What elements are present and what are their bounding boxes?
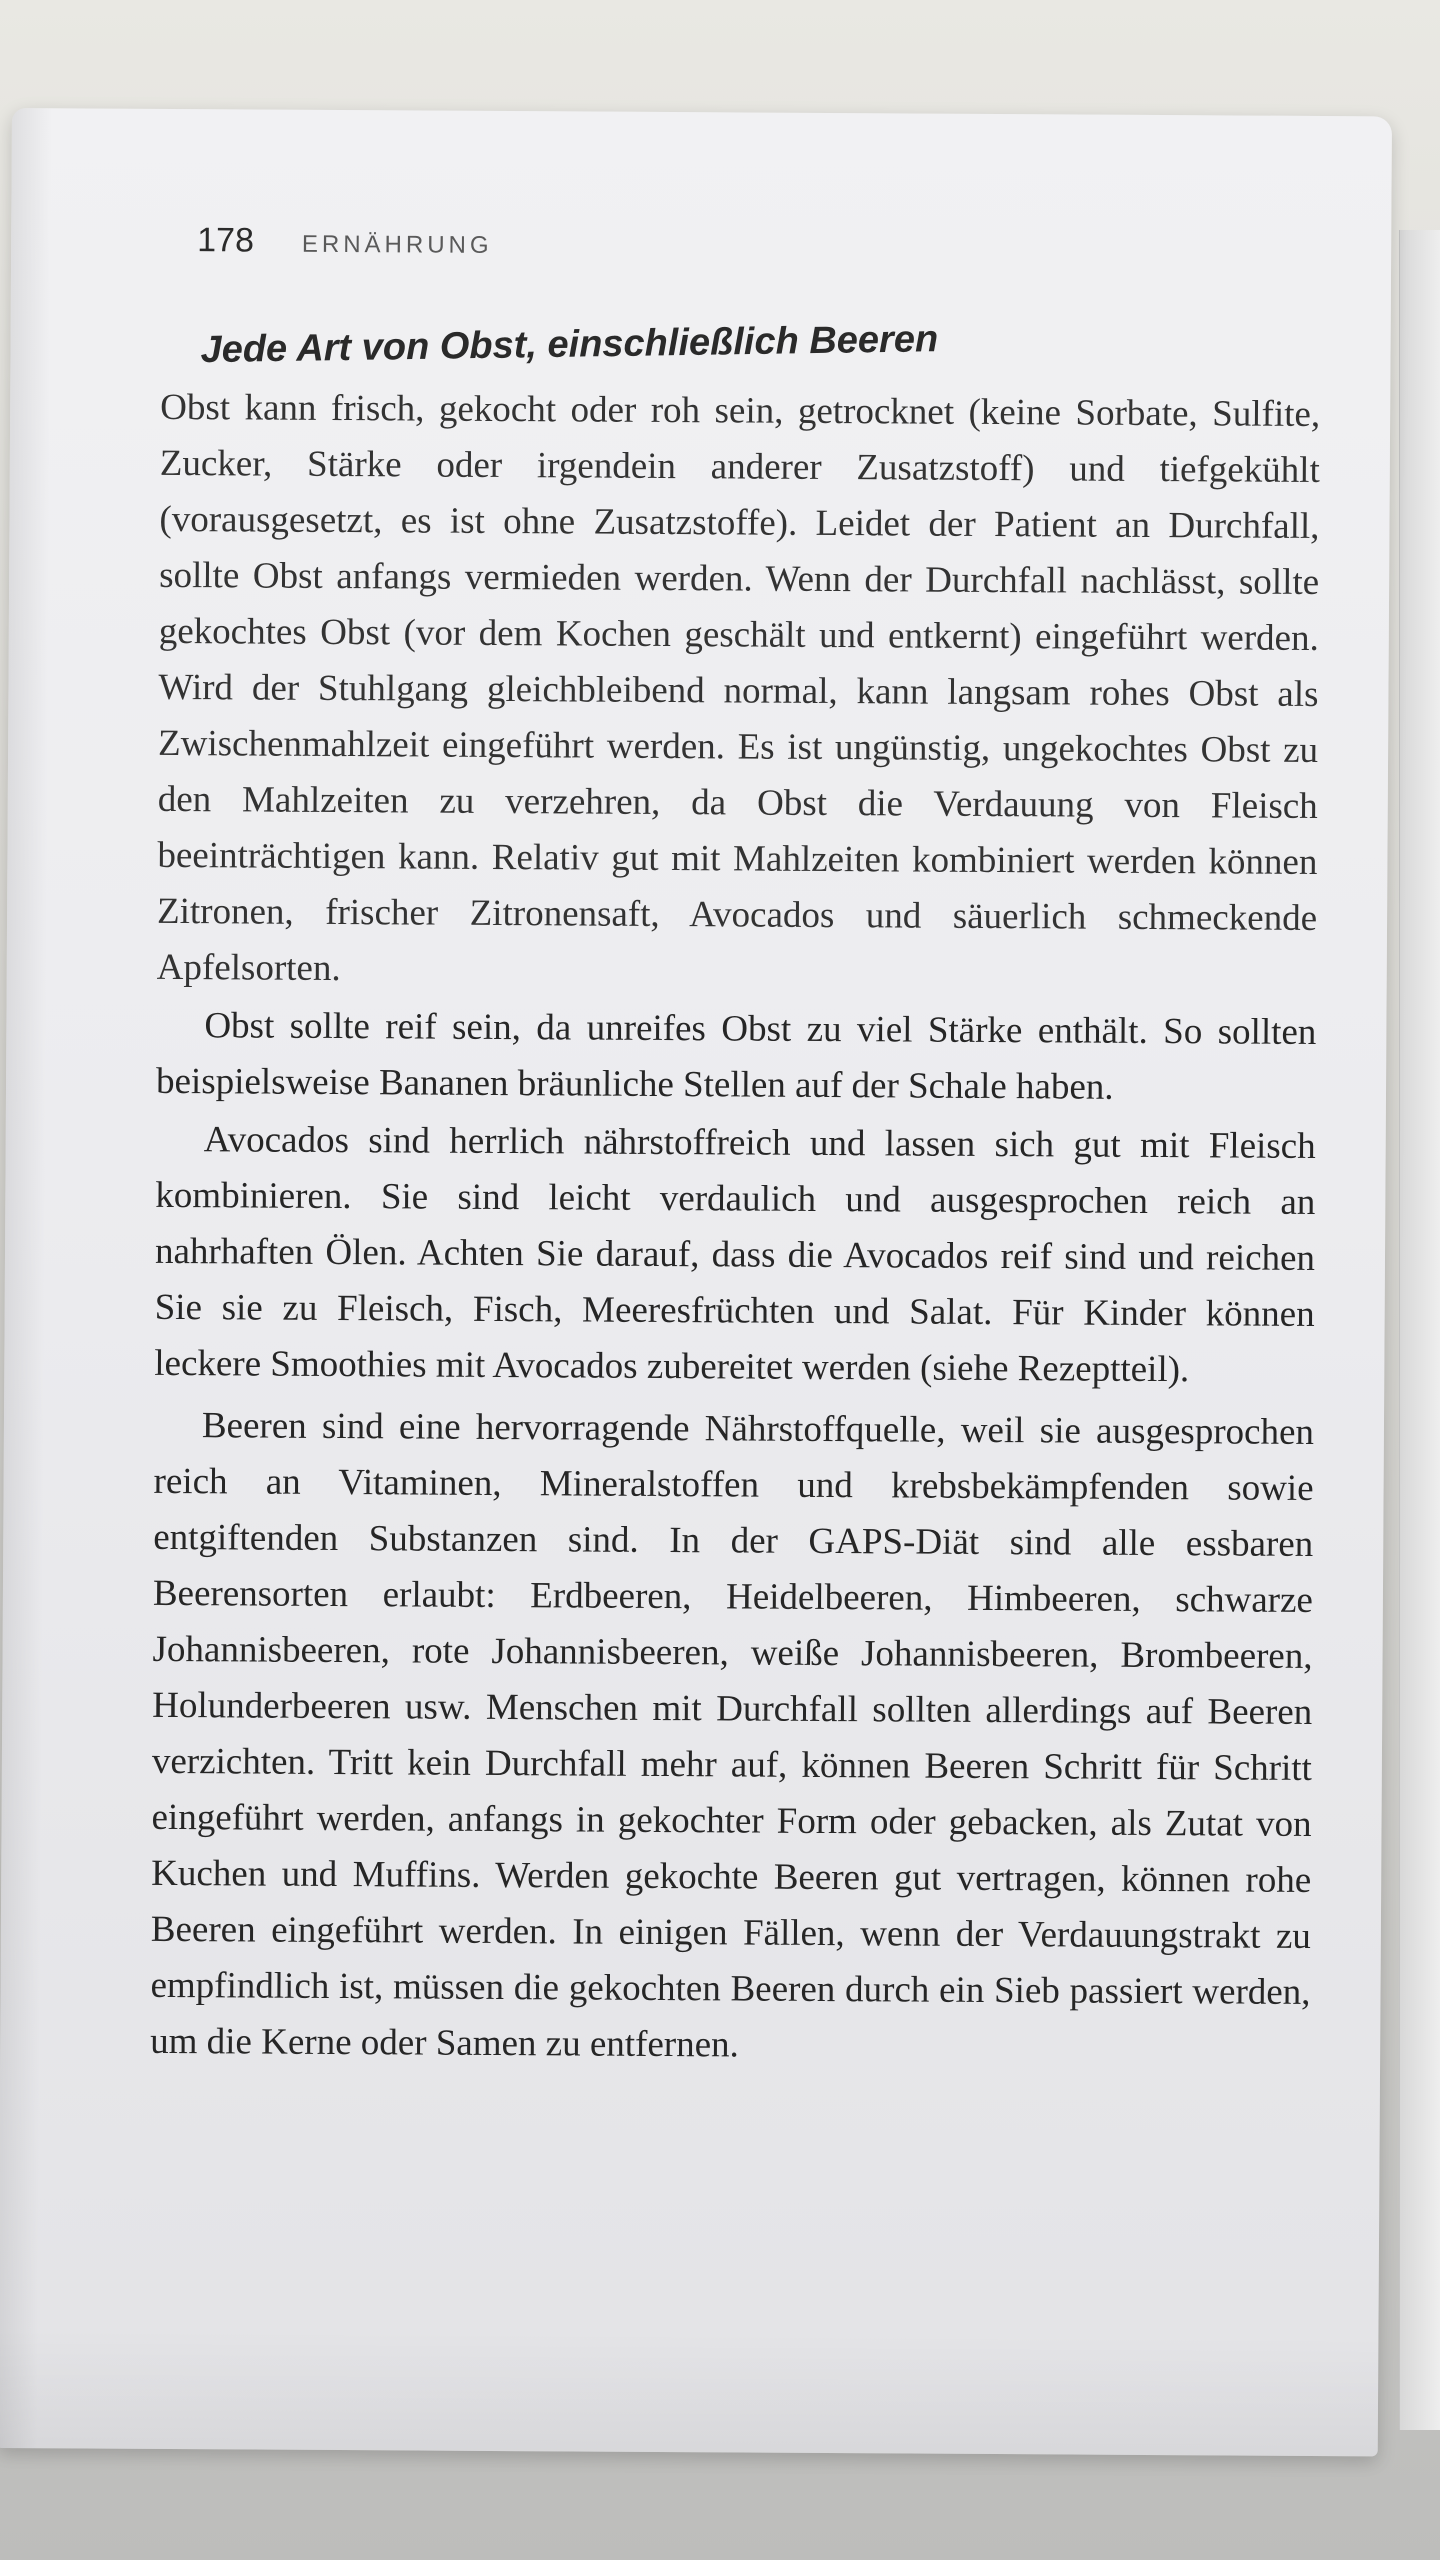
page-stack-edge [1399, 230, 1440, 2430]
page-body [150, 318, 1321, 2077]
page-bottom-shade [0, 2328, 1378, 2456]
section-title: Jede Art von Obst, einschließlich Beeren [200, 318, 939, 372]
paragraph: Beeren sind eine hervorragende Nährstoffquelle, weil sie ausgesprochen reich an Vitaminen, Mineralstoffen und krebsbekämpfenden sowie entgiftenden Substanzen sind. In der GAPS-Diät sind alle essbaren Beerensorten erlaubt: Erdbeeren, Heidelbeeren, Himbeeren, schwarze Johannisbeeren, rote Johannisbeeren, weiße Johannisbeeren, Brombeeren, Holunderbeeren usw. Menschen mit Durchfall sollten allerdings auf Beeren verzichten. Tritt kein Durchfall mehr auf, können Beeren Schritt für Schritt eingeführt werden, anfangs in gekochter Form oder gebacken, als Zutat von Kuchen und Muffins. Werden gekochte Beeren gut vertragen, können rohe Beeren eingeführt werden. In einigen Fällen, wenn der Verdauungstrakt zu empfindlich ist, müssen die gekochten Beeren durch ein Sieb passiert werden, um die Kerne oder Samen zu entfernen. [150, 1405, 1315, 2066]
page-header [197, 221, 493, 262]
book-page [0, 108, 1392, 2456]
running-head: ERNÄHRUNG [301, 230, 493, 259]
paragraph: Obst sollte reif sein, da unreifes Obst zu viel Stärke enthält. So sollten beispielsweise Bananen bräunliche Stellen auf der Schale haben. [155, 1005, 1317, 1108]
paragraph: Avocados sind herrlich nährstoffreich und lassen sich gut mit Fleisch kombinieren. Sie sind leicht verdaulich und ausgesprochen reich an nahrhaften Ölen. Achten Sie darauf, dass die Avocados reif sind und reichen Sie sie zu Fleisch, Fisch, Meeresfrüchten und Salat. Für Kinder können leckere Smoothies mit Avocados zubereitet werden (siehe Rezeptteil). [154, 1119, 1316, 1391]
page-number: 178 [197, 221, 255, 260]
paragraph: Obst kann frisch, gekocht oder roh sein, getrocknet (keine Sorbate, Sulfite, Zucker, Stärke oder irgendein anderer Zusatzstoff) und tiefgekühlt (vorausgesetzt, es ist ohne Zusatzstoffe). Leidet der Patient an Durchfall, sollte Obst anfangs vermieden werden. Wenn der Durchfall nachlässt, sollte gekochtes Obst (vor dem Kochen geschält und entkernt) eingeführt werden. Wird der Stuhlgang gleichbleibend normal, kann langsam rohes Obst als Zwischenmahlzeit eingeführt werden. Es ist ungünstig, ungekochtes Obst zu den Mahlzeiten zu verzehren, da Obst die Verdauung von Fleisch beeinträchtigen kann. Relativ gut mit Mahlzeiten kombiniert werden können Zitronen, frischer Zitronensaft, Avocados und säuerlich schmeckende Apfelsorten. [156, 386, 1321, 990]
